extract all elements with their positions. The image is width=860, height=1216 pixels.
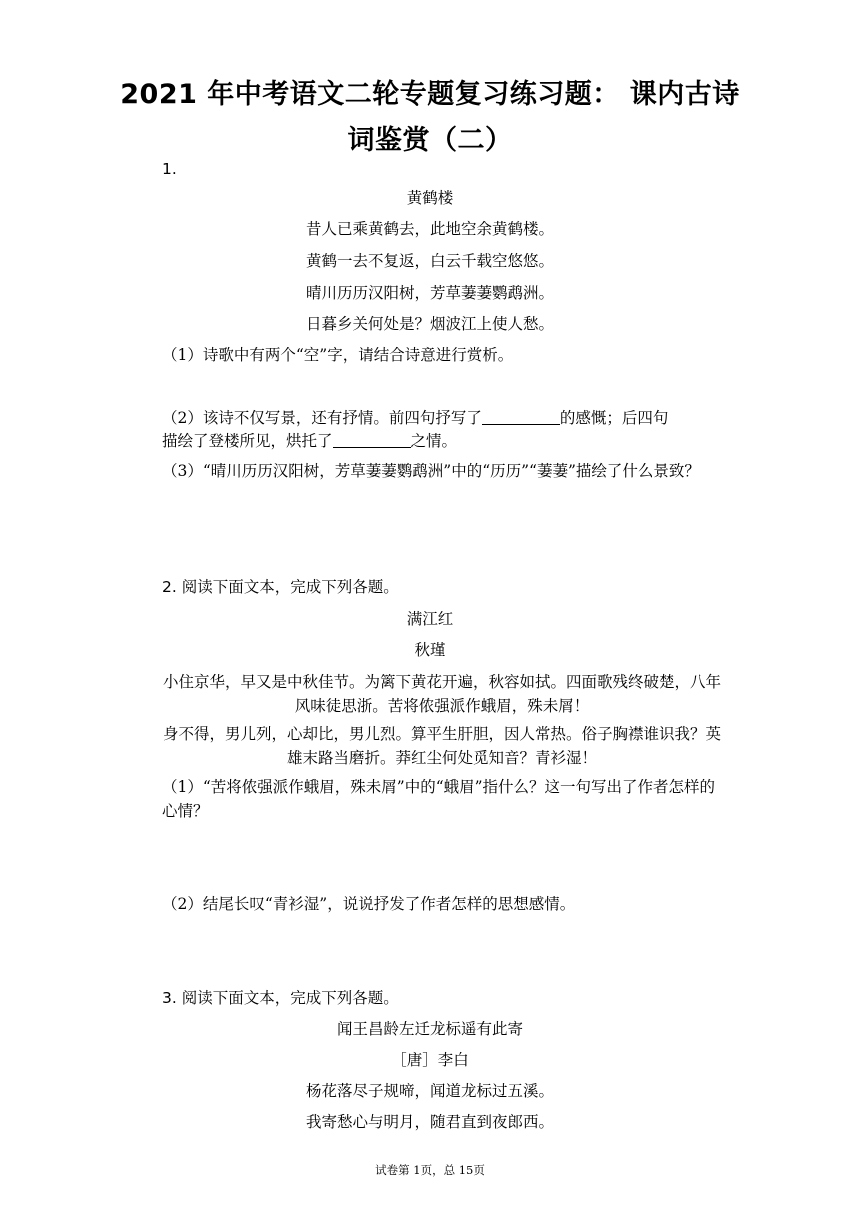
q3-poem-line-2: 我寄愁心与明月，随君直到夜郎西。 [305,1113,554,1131]
q1-poem-line-1: 昔人已乘黄鹤去，此地空余黄鹤楼。 [305,220,554,238]
q3-poem-author: ［唐］李白 [391,1051,469,1069]
answer-blank-1[interactable] [482,408,560,425]
q2-intro: 阅读下面文本，完成下列各题。 [181,578,399,596]
q1-poem-line-2: 黄鹤一去不复返，白云千载空悠悠。 [305,252,554,270]
q1-sub2-text-b: 的感慨；后四句 [559,409,669,427]
q1-sub2-text-c: 描绘了登楼所见，烘托了 [162,432,333,450]
q1-sub2-text-d: 之情。 [410,432,458,450]
document-title-line2: 词鉴赏（二） [347,125,513,156]
q2-poem-stanza-1: 小住京华，早又是中秋佳节。为篱下黄花开遍，秋容如拭。四面歌残终破楚，八年风味徒思浙。苦将侬强派作蛾眉，殊未屑！ [162,673,721,715]
document-title-line1: 2021 年中考语文二轮专题复习练习题： 课内古诗 [120,79,740,110]
page-footer: 试卷第 1页，总 15页 [375,1163,485,1177]
q2-poem-stanza-2: 身不得，男儿列，心却比，男儿烈。算平生肝胆，因人常热。俗子胸襟谁识我？英雄末路当磨折。莽红尘何处觅知音？青衫湿！ [162,725,721,767]
q2-sub-question-2: （2）结尾长叹“青衫湿”，说说抒发了作者怎样的思想感情。 [162,895,576,913]
q2-poem-author: 秋瑾 [414,641,446,659]
question-1-number: 1. [162,160,177,178]
q1-sub-question-2-line1 [162,407,668,429]
q1-sub-question-2-line2 [162,430,457,452]
q2-poem-title: 满江红 [406,610,454,628]
q1-poem-line-3: 晴川历历汉阳树，芳草萋萋鹦鹉洲。 [305,284,554,302]
question-3-header [162,987,399,1009]
question-3-number: 3. [162,989,177,1007]
question-2-header [162,576,399,598]
q3-poem-title: 闻王昌龄左迁龙标遥有此寄 [336,1020,523,1038]
q1-sub-question-1: （1）诗歌中有两个“空”字，请结合诗意进行赏析。 [162,346,514,364]
q1-poem-line-4: 日暮乡关何处是？烟波江上使人愁。 [305,315,554,333]
question-2-number: 2. [162,578,177,596]
q2-sub-question-1: （1）“苦将侬强派作蛾眉，殊未屑”中的“蛾眉”指什么？这一句写出了作者怎样的心情？ [162,778,716,820]
q1-sub-question-3: （3）“晴川历历汉阳树，芳草萋萋鹦鹉洲”中的“历历”“萋萋”描绘了什么景致？ [162,462,700,480]
q3-poem-line-1: 杨花落尽子规啼，闻道龙标过五溪。 [305,1082,554,1100]
answer-blank-2[interactable] [333,431,411,448]
q1-sub2-text-a: （2）该诗不仅写景，还有抒情。前四句抒写了 [162,409,482,427]
q3-intro: 阅读下面文本，完成下列各题。 [181,989,399,1007]
q1-poem-title: 黄鹤楼 [406,189,454,207]
